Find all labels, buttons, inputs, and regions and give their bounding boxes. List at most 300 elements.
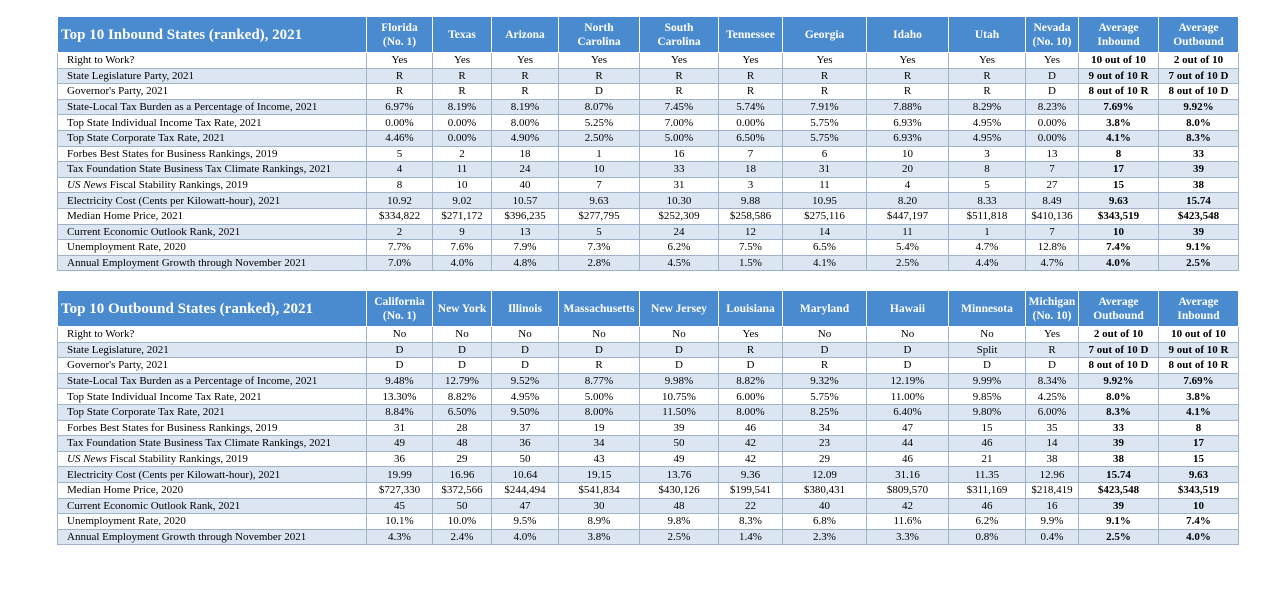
row-label-text: Forbes Best States for Business Rankings, 2019 bbox=[67, 421, 278, 434]
table-cell: $541,834 bbox=[559, 482, 640, 498]
row-label bbox=[58, 420, 367, 436]
average-cell: 3.8% bbox=[1079, 115, 1159, 131]
average-cell: 2 out of 10 bbox=[1079, 327, 1159, 343]
table-cell: 42 bbox=[719, 436, 783, 452]
inbound-column-header bbox=[492, 17, 559, 53]
table-cell: 40 bbox=[492, 177, 559, 193]
row-label bbox=[58, 327, 367, 343]
table-cell: 5 bbox=[367, 146, 433, 162]
table-row bbox=[58, 115, 1239, 131]
table-cell: 24 bbox=[640, 224, 719, 240]
table-cell: 46 bbox=[949, 498, 1026, 514]
average-cell: 9.1% bbox=[1159, 240, 1239, 256]
table-cell: 9 bbox=[433, 224, 492, 240]
table-cell: $271,172 bbox=[433, 208, 492, 224]
table-cell: 2.8% bbox=[559, 255, 640, 271]
row-label bbox=[58, 373, 367, 389]
row-label-text: Tax Foundation State Business Tax Climate Rankings, 2021 bbox=[67, 163, 332, 176]
table-cell: D bbox=[433, 358, 492, 374]
table-cell: 7.7% bbox=[367, 240, 433, 256]
table-cell: 11 bbox=[867, 224, 949, 240]
inbound-column-header bbox=[1079, 17, 1159, 53]
table-cell: 34 bbox=[783, 420, 867, 436]
column-header-line: New Jersey bbox=[651, 302, 707, 315]
inbound-column-header bbox=[783, 17, 867, 53]
table-cell: 11.00% bbox=[867, 389, 949, 405]
outbound-column-header bbox=[367, 291, 433, 327]
table-row bbox=[58, 177, 1239, 193]
row-label-text: Fiscal Stability Rankings, 2019 bbox=[107, 179, 248, 192]
table-cell: D bbox=[783, 342, 867, 358]
row-label bbox=[58, 529, 367, 545]
table-cell: No bbox=[433, 327, 492, 343]
table-cell: 6.97% bbox=[367, 99, 433, 115]
outbound-column-header bbox=[1159, 291, 1239, 327]
outbound-table-body bbox=[58, 327, 1239, 545]
outbound-column-header bbox=[492, 291, 559, 327]
table-cell: 5.00% bbox=[559, 389, 640, 405]
table-row bbox=[58, 342, 1239, 358]
table-cell: R bbox=[492, 84, 559, 100]
table-cell: 9.32% bbox=[783, 373, 867, 389]
table-cell: 2.50% bbox=[559, 130, 640, 146]
table-row bbox=[58, 451, 1239, 467]
column-header-line: (No. 10) bbox=[1032, 309, 1072, 322]
table-cell: 2.3% bbox=[783, 529, 867, 545]
outbound-column-header bbox=[783, 291, 867, 327]
table-cell: $447,197 bbox=[867, 208, 949, 224]
table-cell: R bbox=[367, 84, 433, 100]
row-label bbox=[58, 84, 367, 100]
table-cell: 6.8% bbox=[783, 514, 867, 530]
table-cell: $511,818 bbox=[949, 208, 1026, 224]
table-row bbox=[58, 436, 1239, 452]
table-cell: 49 bbox=[640, 451, 719, 467]
table-cell: 31 bbox=[783, 162, 867, 178]
column-header-line: Georgia bbox=[804, 28, 845, 41]
table-cell: 9.85% bbox=[949, 389, 1026, 405]
table-cell: D bbox=[867, 342, 949, 358]
average-cell: 8.0% bbox=[1159, 115, 1239, 131]
inbound-column-header bbox=[949, 17, 1026, 53]
table-cell: 16 bbox=[1026, 498, 1079, 514]
average-cell: 3.8% bbox=[1159, 389, 1239, 405]
average-cell: 2.5% bbox=[1079, 529, 1159, 545]
table-cell: 7 bbox=[1026, 162, 1079, 178]
table-cell: 39 bbox=[640, 420, 719, 436]
table-cell: 31 bbox=[367, 420, 433, 436]
table-cell: Yes bbox=[867, 53, 949, 69]
row-label-text: Electricity Cost (Cents per Kilowatt-hour), 2021 bbox=[67, 468, 281, 481]
average-cell: 2 out of 10 bbox=[1159, 53, 1239, 69]
table-cell: 28 bbox=[433, 420, 492, 436]
average-cell: 9.63 bbox=[1079, 193, 1159, 209]
table-cell: 8.29% bbox=[949, 99, 1026, 115]
table-cell: 10 bbox=[433, 177, 492, 193]
table-cell: 9.9% bbox=[1026, 514, 1079, 530]
table-cell: 10 bbox=[559, 162, 640, 178]
outbound-column-header bbox=[949, 291, 1026, 327]
average-cell: 33 bbox=[1079, 420, 1159, 436]
row-label-text: Governor's Party, 2021 bbox=[67, 359, 169, 372]
table-row bbox=[58, 162, 1239, 178]
table-cell: No bbox=[867, 327, 949, 343]
table-cell: 42 bbox=[719, 451, 783, 467]
table-cell: Split bbox=[949, 342, 1026, 358]
inbound-column-header bbox=[1026, 17, 1079, 53]
table-cell: R bbox=[949, 68, 1026, 84]
table-cell: 8.82% bbox=[433, 389, 492, 405]
table-cell: R bbox=[783, 84, 867, 100]
table-cell: R bbox=[867, 68, 949, 84]
average-cell: 8.0% bbox=[1079, 389, 1159, 405]
table-cell: R bbox=[949, 84, 1026, 100]
table-row bbox=[58, 208, 1239, 224]
average-cell: 15 bbox=[1159, 451, 1239, 467]
table-row bbox=[58, 255, 1239, 271]
table-cell: 19 bbox=[559, 420, 640, 436]
row-label-text: Current Economic Outlook Rank, 2021 bbox=[67, 225, 241, 238]
table-row bbox=[58, 389, 1239, 405]
table-cell: $277,795 bbox=[559, 208, 640, 224]
average-cell: 7 out of 10 D bbox=[1159, 68, 1239, 84]
table-cell: $334,822 bbox=[367, 208, 433, 224]
table-cell: D bbox=[492, 358, 559, 374]
table-cell: R bbox=[367, 68, 433, 84]
table-cell: 6.50% bbox=[433, 404, 492, 420]
average-cell: 10 out of 10 bbox=[1159, 327, 1239, 343]
table-cell: 45 bbox=[367, 498, 433, 514]
table-cell: 14 bbox=[783, 224, 867, 240]
table-cell: 11.6% bbox=[867, 514, 949, 530]
outbound-header-row bbox=[58, 291, 1239, 327]
column-header-line: California bbox=[374, 295, 425, 308]
column-header-line: Carolina bbox=[577, 35, 621, 48]
table-cell: 43 bbox=[559, 451, 640, 467]
row-label-publication: US News bbox=[67, 179, 108, 192]
inbound-states-table bbox=[57, 16, 1239, 271]
table-cell: 13.30% bbox=[367, 389, 433, 405]
average-cell: 4.0% bbox=[1079, 255, 1159, 271]
outbound-table-header bbox=[58, 291, 1239, 327]
table-row bbox=[58, 146, 1239, 162]
table-cell: 5.25% bbox=[559, 115, 640, 131]
table-cell: 0.00% bbox=[1026, 115, 1079, 131]
row-label-text: Annual Employment Growth through November 2021 bbox=[67, 257, 307, 270]
table-cell: 8.9% bbox=[559, 514, 640, 530]
column-header-line: South bbox=[664, 21, 694, 34]
table-cell: D bbox=[867, 358, 949, 374]
row-label bbox=[58, 208, 367, 224]
average-cell: $423,548 bbox=[1079, 482, 1159, 498]
table-cell: 18 bbox=[492, 146, 559, 162]
table-cell: 7.91% bbox=[783, 99, 867, 115]
table-cell: 50 bbox=[492, 451, 559, 467]
row-label-text: Fiscal Stability Rankings, 2019 bbox=[107, 453, 248, 466]
average-cell: 7.69% bbox=[1159, 373, 1239, 389]
table-cell: 9.98% bbox=[640, 373, 719, 389]
table-cell: 15 bbox=[949, 420, 1026, 436]
row-label bbox=[58, 99, 367, 115]
column-header-line: North bbox=[584, 21, 614, 34]
table-cell: $218,419 bbox=[1026, 482, 1079, 498]
row-label-text: Median Home Price, 2020 bbox=[67, 484, 184, 497]
row-label bbox=[58, 467, 367, 483]
table-cell: 12.79% bbox=[433, 373, 492, 389]
row-label-text: Unemployment Rate, 2020 bbox=[67, 241, 186, 254]
table-cell: $311,169 bbox=[949, 482, 1026, 498]
table-cell: 5.75% bbox=[783, 389, 867, 405]
row-label-text: Top State Corporate Tax Rate, 2021 bbox=[67, 132, 225, 145]
table-cell: 5.75% bbox=[783, 115, 867, 131]
table-cell: 49 bbox=[367, 436, 433, 452]
table-cell: D bbox=[559, 84, 640, 100]
table-cell: 31 bbox=[640, 177, 719, 193]
table-cell: 12.96 bbox=[1026, 467, 1079, 483]
average-cell: 10 bbox=[1079, 224, 1159, 240]
row-label bbox=[58, 514, 367, 530]
table-cell: $809,570 bbox=[867, 482, 949, 498]
table-cell: 4.46% bbox=[367, 130, 433, 146]
table-cell: 29 bbox=[783, 451, 867, 467]
inbound-column-header bbox=[433, 17, 492, 53]
table-cell: 4.0% bbox=[492, 529, 559, 545]
table-cell: $727,330 bbox=[367, 482, 433, 498]
average-cell: 15.74 bbox=[1159, 193, 1239, 209]
row-label bbox=[58, 389, 367, 405]
inbound-table-body bbox=[58, 53, 1239, 271]
table-cell: R bbox=[867, 84, 949, 100]
table-cell: 34 bbox=[559, 436, 640, 452]
average-cell: 10 bbox=[1159, 498, 1239, 514]
row-label-text: Annual Employment Growth through November 2021 bbox=[67, 531, 307, 544]
table-cell: 22 bbox=[719, 498, 783, 514]
column-header-line: Carolina bbox=[657, 35, 701, 48]
inbound-column-header bbox=[1159, 17, 1239, 53]
row-label-text: Top State Individual Income Tax Rate, 2021 bbox=[67, 116, 262, 129]
table-cell: 42 bbox=[867, 498, 949, 514]
average-cell: $343,519 bbox=[1159, 482, 1239, 498]
average-cell: 15.74 bbox=[1079, 467, 1159, 483]
table-cell: 8.19% bbox=[433, 99, 492, 115]
average-cell: 8 bbox=[1159, 420, 1239, 436]
table-cell: Yes bbox=[719, 327, 783, 343]
table-cell: 1 bbox=[949, 224, 1026, 240]
table-cell: 9.52% bbox=[492, 373, 559, 389]
table-cell: 0.8% bbox=[949, 529, 1026, 545]
column-header-line: Utah bbox=[974, 28, 1000, 41]
table-row bbox=[58, 404, 1239, 420]
table-cell: No bbox=[492, 327, 559, 343]
table-cell: R bbox=[719, 342, 783, 358]
column-header-line: Inbound bbox=[1097, 35, 1140, 48]
row-label-text: Median Home Price, 2021 bbox=[67, 210, 184, 223]
table-cell: 9.36 bbox=[719, 467, 783, 483]
inbound-table-title: Top 10 Inbound States (ranked), 2021 bbox=[58, 17, 367, 53]
table-cell: D bbox=[640, 358, 719, 374]
inbound-column-header bbox=[367, 17, 433, 53]
table-cell: 4 bbox=[867, 177, 949, 193]
average-cell: 7.4% bbox=[1079, 240, 1159, 256]
row-label-text: Top State Corporate Tax Rate, 2021 bbox=[67, 406, 225, 419]
table-cell: Yes bbox=[1026, 53, 1079, 69]
table-cell: 1.5% bbox=[719, 255, 783, 271]
average-cell: 39 bbox=[1079, 498, 1159, 514]
table-cell: 8.77% bbox=[559, 373, 640, 389]
table-cell: D bbox=[559, 342, 640, 358]
table-cell: 2 bbox=[433, 146, 492, 162]
table-cell: 4.95% bbox=[949, 115, 1026, 131]
row-label bbox=[58, 482, 367, 498]
table-cell: 8.07% bbox=[559, 99, 640, 115]
average-cell: 4.1% bbox=[1159, 404, 1239, 420]
table-cell: 7.88% bbox=[867, 99, 949, 115]
table-cell: 8.49 bbox=[1026, 193, 1079, 209]
table-cell: D bbox=[1026, 84, 1079, 100]
row-label-text: Right to Work? bbox=[67, 54, 135, 67]
average-cell: 4.0% bbox=[1159, 529, 1239, 545]
table-cell: D bbox=[433, 342, 492, 358]
table-cell: $380,431 bbox=[783, 482, 867, 498]
table-cell: 3.8% bbox=[559, 529, 640, 545]
table-cell: $372,566 bbox=[433, 482, 492, 498]
table-cell: 48 bbox=[433, 436, 492, 452]
row-label bbox=[58, 342, 367, 358]
row-label-text: State-Local Tax Burden as a Percentage of Income, 2021 bbox=[67, 375, 318, 388]
table-cell: 50 bbox=[433, 498, 492, 514]
table-cell: 9.02 bbox=[433, 193, 492, 209]
table-cell: $252,309 bbox=[640, 208, 719, 224]
row-label bbox=[58, 53, 367, 69]
table-cell: 40 bbox=[783, 498, 867, 514]
table-cell: 13 bbox=[1026, 146, 1079, 162]
table-cell: 48 bbox=[640, 498, 719, 514]
table-cell: 0.00% bbox=[367, 115, 433, 131]
table-cell: 5.00% bbox=[640, 130, 719, 146]
table-cell: 29 bbox=[433, 451, 492, 467]
table-cell: 8.00% bbox=[492, 115, 559, 131]
table-row bbox=[58, 467, 1239, 483]
table-cell: 6.2% bbox=[640, 240, 719, 256]
table-cell: 18 bbox=[719, 162, 783, 178]
column-header-line: Maryland bbox=[799, 302, 850, 315]
row-label-text: Top State Individual Income Tax Rate, 2021 bbox=[67, 390, 262, 403]
table-cell: Yes bbox=[640, 53, 719, 69]
table-cell: 7.45% bbox=[640, 99, 719, 115]
row-label bbox=[58, 115, 367, 131]
table-cell: 4.95% bbox=[949, 130, 1026, 146]
table-cell: Yes bbox=[433, 53, 492, 69]
table-cell: $199,541 bbox=[719, 482, 783, 498]
row-label-text: Electricity Cost (Cents per Kilowatt-hour), 2021 bbox=[67, 194, 281, 207]
column-header-line: (No. 1) bbox=[382, 309, 417, 322]
table-cell: 5 bbox=[559, 224, 640, 240]
outbound-column-header bbox=[1026, 291, 1079, 327]
table-cell: 10.75% bbox=[640, 389, 719, 405]
table-cell: 9.48% bbox=[367, 373, 433, 389]
column-header-line: Average bbox=[1178, 21, 1219, 34]
table-cell: R bbox=[433, 68, 492, 84]
column-header-line: (No. 10) bbox=[1032, 35, 1072, 48]
table-cell: 8.84% bbox=[367, 404, 433, 420]
table-cell: 7.6% bbox=[433, 240, 492, 256]
table-cell: 19.15 bbox=[559, 467, 640, 483]
table-cell: D bbox=[949, 358, 1026, 374]
outbound-column-header bbox=[867, 291, 949, 327]
table-cell: 4.8% bbox=[492, 255, 559, 271]
table-cell: 10.30 bbox=[640, 193, 719, 209]
row-label bbox=[58, 451, 367, 467]
table-cell: 6.00% bbox=[1026, 404, 1079, 420]
inbound-column-header bbox=[640, 17, 719, 53]
column-header-line: Tennessee bbox=[726, 28, 775, 41]
table-cell: 11 bbox=[783, 177, 867, 193]
row-label-text: Current Economic Outlook Rank, 2021 bbox=[67, 499, 241, 512]
average-cell: 9.63 bbox=[1159, 467, 1239, 483]
table-cell: 10.1% bbox=[367, 514, 433, 530]
table-cell: 47 bbox=[867, 420, 949, 436]
average-cell: 8 out of 10 R bbox=[1079, 84, 1159, 100]
table-cell: 2.4% bbox=[433, 529, 492, 545]
row-label bbox=[58, 255, 367, 271]
outbound-table-title: Top 10 Outbound States (ranked), 2021 bbox=[58, 291, 367, 327]
table-cell: Yes bbox=[949, 53, 1026, 69]
column-header-line: Minnesota bbox=[961, 302, 1013, 315]
table-cell: 8 bbox=[949, 162, 1026, 178]
table-cell: 10.92 bbox=[367, 193, 433, 209]
table-cell: Yes bbox=[719, 53, 783, 69]
table-cell: 4 bbox=[367, 162, 433, 178]
table-row bbox=[58, 53, 1239, 69]
table-cell: R bbox=[1026, 342, 1079, 358]
table-cell: 36 bbox=[492, 436, 559, 452]
average-cell: 4.1% bbox=[1079, 130, 1159, 146]
inbound-column-header bbox=[719, 17, 783, 53]
table-cell: 8.00% bbox=[719, 404, 783, 420]
row-label-text: Right to Work? bbox=[67, 328, 135, 341]
average-cell: 7.69% bbox=[1079, 99, 1159, 115]
table-cell: 0.00% bbox=[433, 130, 492, 146]
table-cell: 8.23% bbox=[1026, 99, 1079, 115]
table-cell: 8.33 bbox=[949, 193, 1026, 209]
average-cell: $343,519 bbox=[1079, 208, 1159, 224]
table-cell: 9.99% bbox=[949, 373, 1026, 389]
table-cell: 36 bbox=[367, 451, 433, 467]
table-cell: $396,235 bbox=[492, 208, 559, 224]
table-cell: 9.80% bbox=[949, 404, 1026, 420]
table-cell: R bbox=[640, 84, 719, 100]
table-cell: 9.5% bbox=[492, 514, 559, 530]
table-cell: $410,136 bbox=[1026, 208, 1079, 224]
column-header-line: Massachusetts bbox=[563, 302, 635, 315]
table-cell: R bbox=[559, 68, 640, 84]
average-cell: 8.3% bbox=[1159, 130, 1239, 146]
average-cell: 8 out of 10 D bbox=[1079, 358, 1159, 374]
table-cell: 4.5% bbox=[640, 255, 719, 271]
column-header-line: Idaho bbox=[893, 28, 922, 41]
table-cell: 12.19% bbox=[867, 373, 949, 389]
table-cell: 9.8% bbox=[640, 514, 719, 530]
row-label bbox=[58, 162, 367, 178]
table-row bbox=[58, 420, 1239, 436]
table-cell: Yes bbox=[559, 53, 640, 69]
table-cell: 5.4% bbox=[867, 240, 949, 256]
table-cell: 9.88 bbox=[719, 193, 783, 209]
row-label bbox=[58, 68, 367, 84]
row-label bbox=[58, 193, 367, 209]
table-cell: 6.5% bbox=[783, 240, 867, 256]
column-header-line: Michigan bbox=[1028, 295, 1076, 308]
